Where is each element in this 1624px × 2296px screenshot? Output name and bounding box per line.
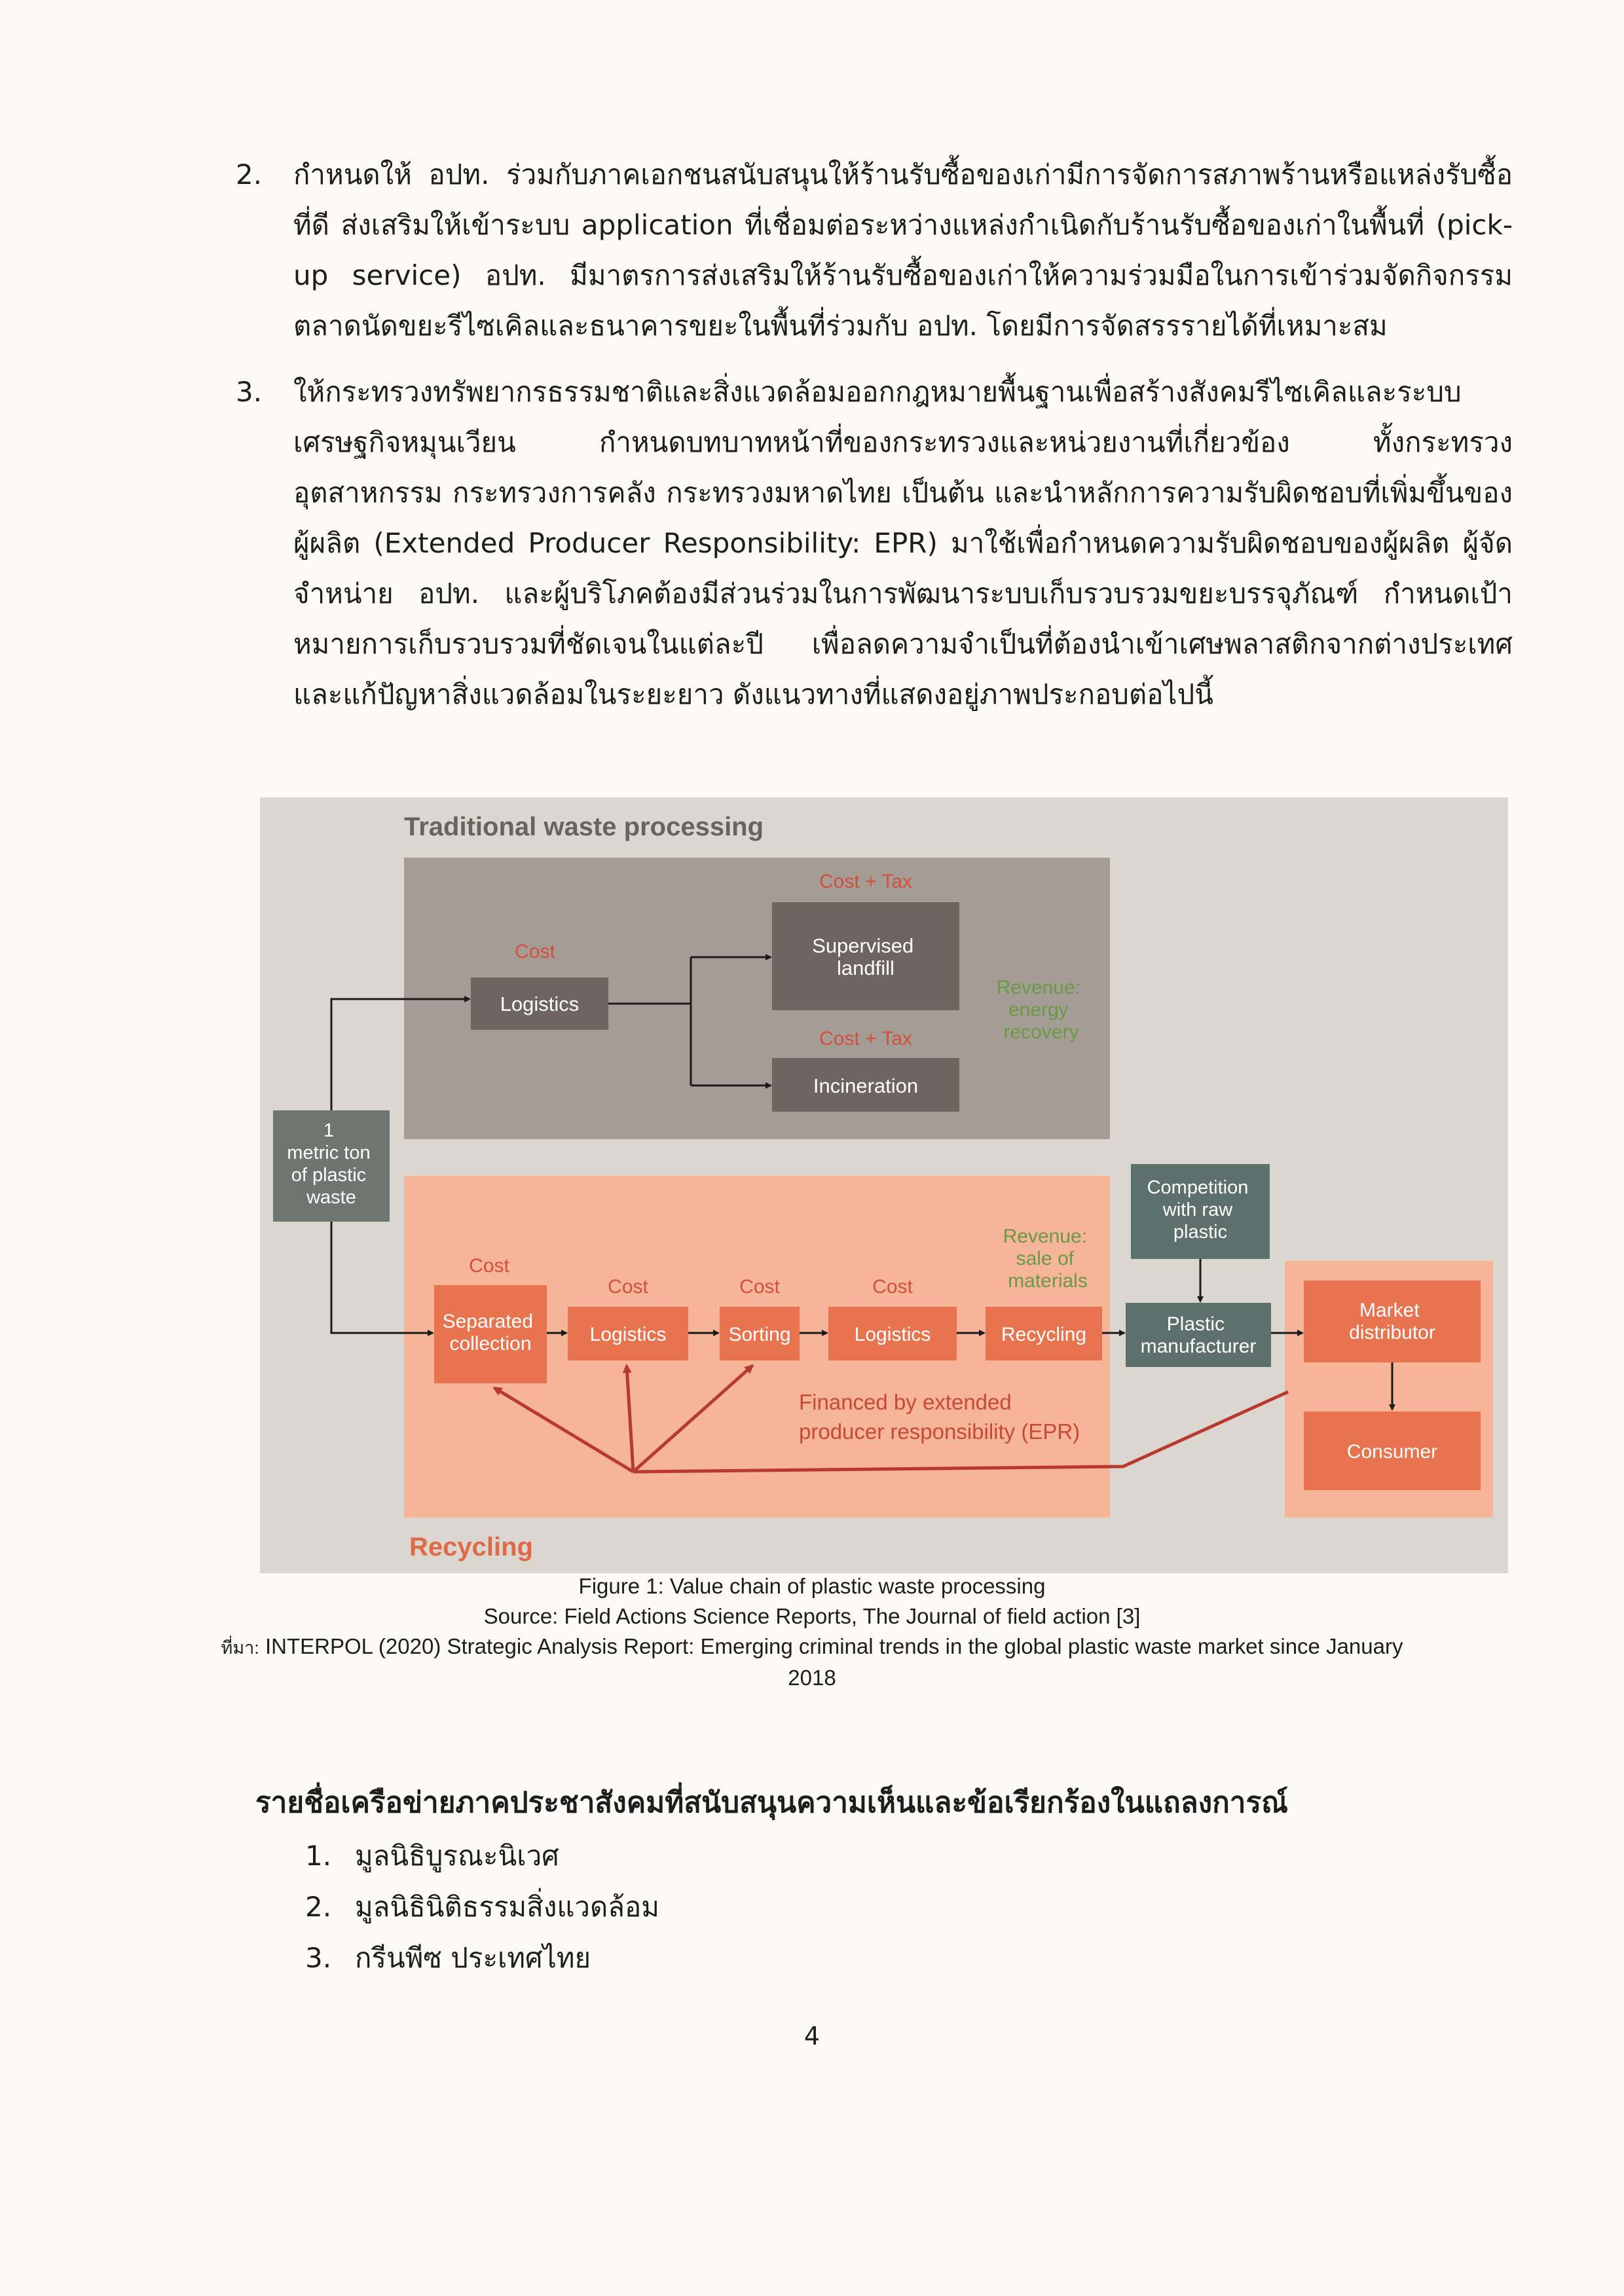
chain-cost-logistics: Cost: [608, 1276, 648, 1298]
chain-cost-sorting: Cost: [739, 1276, 780, 1298]
list-item-number: 2.: [305, 1891, 332, 1923]
energy-revenue: Revenue: energy recovery: [996, 977, 1081, 1043]
competition-label: Competition with raw plastic: [1147, 1177, 1249, 1243]
list-item-name: กรีนพีซ ประเทศไทย: [355, 1942, 591, 1974]
list-item-number: 3.: [305, 1942, 332, 1974]
paragraph-number: 2.: [236, 158, 263, 191]
traditional-title: Traditional waste processing: [404, 812, 764, 841]
page-number: 4: [803, 2022, 821, 2050]
incineration-label: Incineration: [813, 1074, 919, 1097]
plastic-manufacturer-label: Plastic manufacturer: [1140, 1313, 1257, 1357]
value-chain-diagram: [260, 797, 1508, 1573]
epr-note: Financed by extended producer responsibility (EPR): [799, 1390, 1080, 1444]
chain-sorting-label: Sorting: [728, 1324, 791, 1345]
list-item-name: มูลนิธินิติธรรมสิ่งแวดล้อม: [355, 1891, 659, 1923]
figure-caption-credit: [196, 1631, 1428, 1693]
consumer-label: Consumer: [1346, 1441, 1438, 1463]
credit-prefix: ที่มา:: [221, 1638, 259, 1658]
market-distributor-label: Market distributor: [1349, 1300, 1435, 1343]
source-box-line: waste: [306, 1187, 356, 1208]
chain-cost-logistics-2: Cost: [872, 1276, 913, 1298]
figure-caption-source: Source: Field Actions Science Reports, The Journal of field action [3]: [483, 1604, 1141, 1628]
landfill-label: Supervised landfill: [812, 934, 914, 979]
figure-caption-title: Figure 1: Value chain of plastic waste processing: [578, 1574, 1046, 1598]
network-list-item: [305, 1935, 1222, 1981]
recycling-label: Recycling: [1001, 1324, 1087, 1345]
chain-logistics-label: Logistics: [589, 1324, 667, 1345]
paragraph-text: กำหนดให้ อปท. ร่วมกับภาคเอกชนสนับสนุนให้ร้านรับซื้อของเก่ามีการจัดการสภาพร้านหรือแหล่งรับซื้อที่ดี ส่งเสริมให้เข้าระบบ application ที่เชื่อมต่อระหว่างแหล่งกำเนิดกับร้านรับซื้อของเก่าในพื้นที่ (pick-up service) อปท. มีมาตรการส่งเสริมให้ร้านรับซื้อของเก่าให้ความร่วมมือในการเข้าร่วมจัดกิจกรรมตลาดนัดขยะรีไซเคิลและธนาคารขยะในพื้นที่ร่วมกับ อปท. โดยมีการจัดสรรรายได้ที่เหมาะสม: [293, 158, 1513, 342]
paragraph-item-3: [236, 367, 1513, 720]
separated-collection-label: Separated collection: [442, 1311, 534, 1355]
trad-logistics-cost: Cost: [515, 941, 555, 962]
chain-cost-collection: Cost: [469, 1255, 509, 1277]
chain-logistics-2-label: Logistics: [854, 1324, 931, 1345]
value-chain-figure: [260, 797, 1508, 1573]
paragraph-number: 3.: [236, 376, 263, 408]
landfill-cost: Cost + Tax: [819, 871, 913, 892]
source-box-line: of plastic: [291, 1165, 367, 1186]
incineration-cost: Cost + Tax: [819, 1028, 913, 1049]
network-list-item: [305, 1884, 1222, 1930]
material-revenue: Revenue: sale of materials: [1003, 1226, 1088, 1292]
paragraph-item-2: [236, 149, 1513, 359]
recycling-title: Recycling: [409, 1533, 533, 1561]
credit-text: INTERPOL (2020) Strategic Analysis Report: Emerging criminal trends in the global plastic waste market since January 2018: [265, 1634, 1403, 1690]
source-box-line: 1: [323, 1120, 335, 1141]
list-item-number: 1.: [305, 1840, 332, 1872]
network-list-heading: รายชื่อเครือข่ายภาคประชาสังคมที่สนับสนุนความเห็นและข้อเรียกร้องในแถลงการณ์: [255, 1786, 1288, 1819]
network-list-item: [305, 1833, 1222, 1879]
plastic-manufacturer-box: [1126, 1303, 1271, 1367]
source-box-line: metric ton: [287, 1142, 371, 1163]
trad-logistics-label: Logistics: [500, 993, 580, 1015]
list-item-name: มูลนิธิบูรณะนิเวศ: [355, 1840, 559, 1872]
paragraph-text: ให้กระทรวงทรัพยากรธรรมชาติและสิ่งแวดล้อมออกกฎหมายพื้นฐานเพื่อสร้างสังคมรีไซเคิลและระบบเศรษฐกิจหมุนเวียน กำหนดบทบาทหน้าที่ของกระทรวงและหน่วยงานที่เกี่ยวข้อง ทั้งกระทรวงอุตสาหกรรม กระทรวงการคลัง กระทรวงมหาดไทย เป็นต้น และนำหลักการความรับผิดชอบที่เพิ่มขึ้นของผู้ผลิต (Extended Producer Responsibility: EPR) มาใช้เพื่อกำหนดความรับผิดชอบของผู้ผลิต ผู้จัดจำหน่าย อปท. และผู้บริโภคต้องมีส่วนร่วมในการพัฒนาระบบเก็บรวบรวมขยะบรรจุภัณฑ์ กำหนดเป้าหมายการเก็บรวบรวมที่ชัดเจนในแต่ละปี เพื่อลดความจำเป็นที่ต้องนำเข้าเศษพลาสติกจากต่างประเทศและแก้ปัญหาสิ่งแวดล้อมในระยะยาว ดังแนวทางที่แสดงอยู่ภาพประกอบต่อไปนี้: [293, 376, 1513, 710]
